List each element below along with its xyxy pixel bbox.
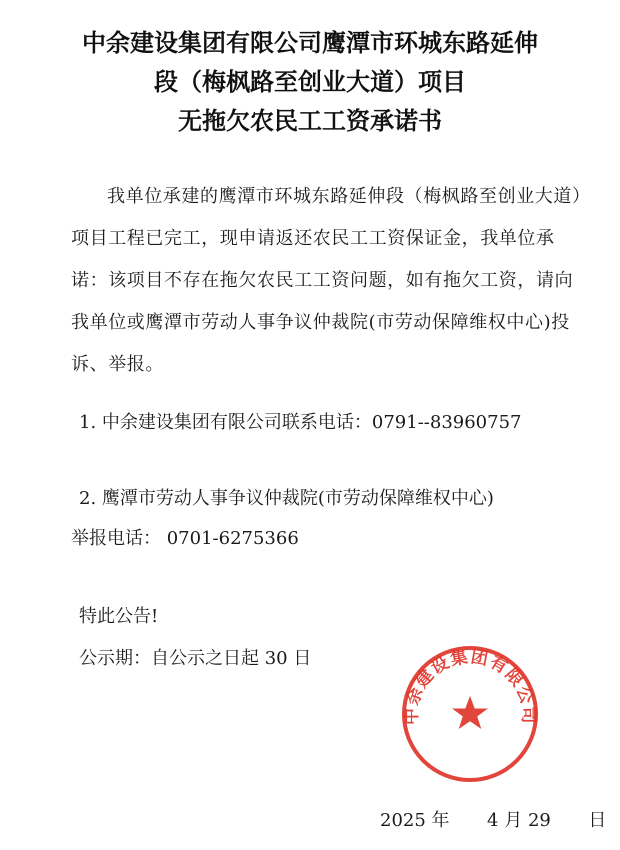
document-title-line-3: 无拖欠农民工工资承诺书	[178, 107, 442, 135]
date-day-unit: 日	[588, 810, 607, 831]
document-title-line-2: 段（梅枫路至创业大道）项目	[154, 68, 466, 96]
seal-star-icon	[452, 696, 488, 729]
date-year: 2025	[380, 810, 426, 831]
date-year-unit: 年	[431, 810, 450, 831]
publicity-period: 公示期：自公示之日起 30 日	[79, 648, 312, 669]
contact-item-arbitration-name: 2. 鹰潭市劳动人事争议仲裁院(市劳动保障维权中心)	[79, 488, 494, 509]
date-month-unit: 月	[504, 810, 523, 831]
contact-item-company-phone: 1. 中余建设集团有限公司联系电话：0791--83960757	[79, 412, 522, 433]
contact-item-report-phone: 举报电话： 0701-6275366	[71, 528, 299, 549]
date-day: 29	[527, 810, 551, 831]
document-date	[380, 806, 606, 836]
seal-company-text: 中余建设集团有限公司	[401, 647, 539, 726]
document-title-line-1: 中余建设集团有限公司鹰潭市环城东路延伸	[82, 29, 538, 57]
date-month: 4	[487, 810, 499, 831]
commitment-paragraph: 我单位承建的鹰潭市环城东路延伸段（梅枫路至创业大道）项目工程已完工，现申请返还农民工工资保证金，我单位承诺：该项目不存在拖欠农民工工资问题，如有拖欠工资，请向我单位或鹰潭市劳动人事争议仲裁院(市劳动保障维权中心)投诉、举报。	[71, 186, 591, 375]
company-seal-stamp	[400, 644, 540, 784]
notice-text: 特此公告!	[79, 606, 159, 627]
